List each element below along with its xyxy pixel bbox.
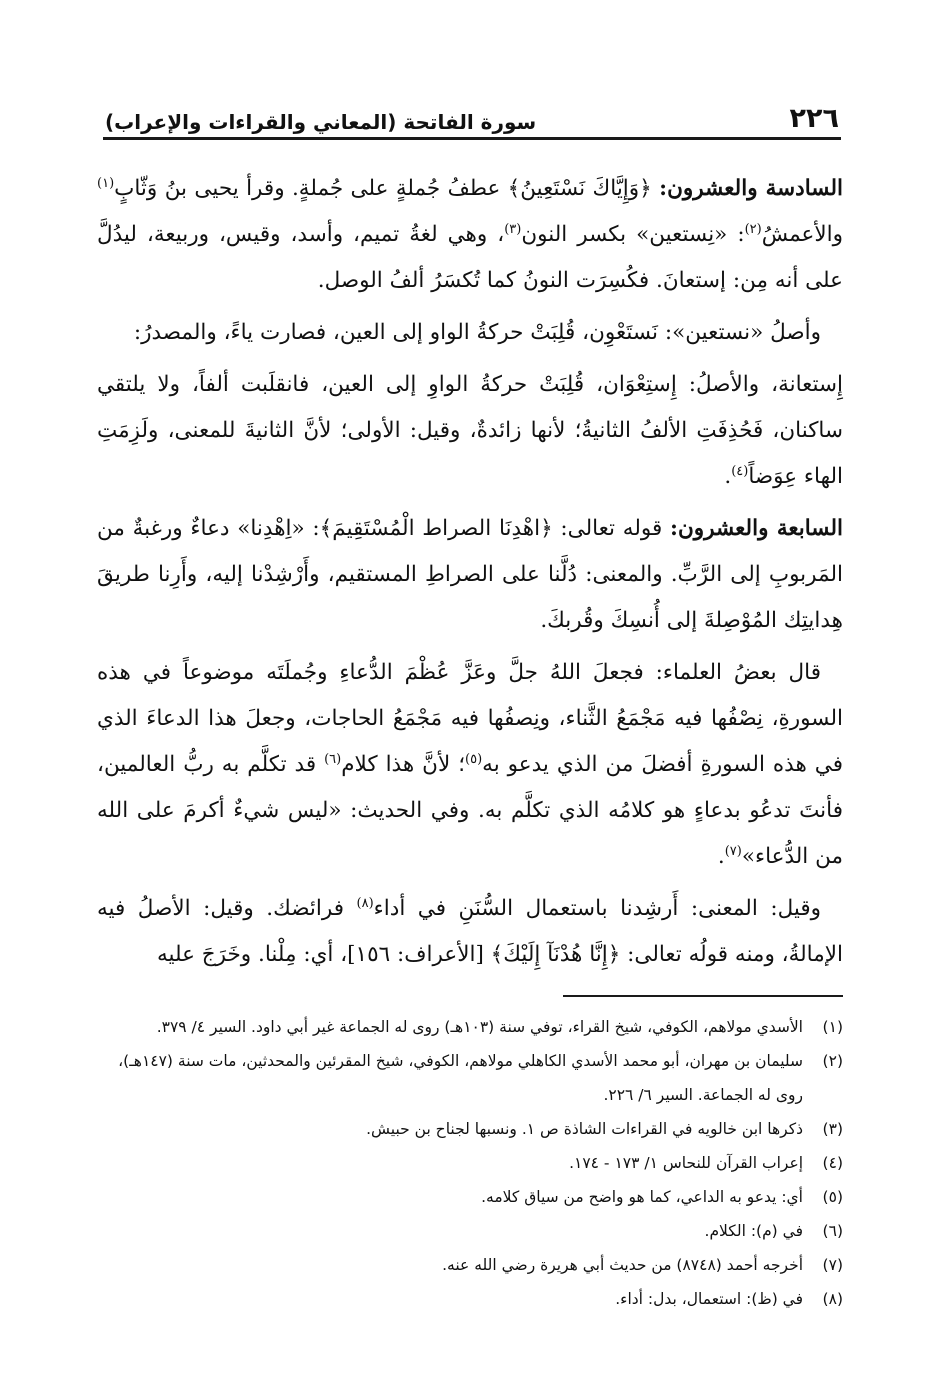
paragraph-text: ، وهي لغةُ تميم، وأسد، وقيس، وربيعة، ليدُلَّ على أنه مِن: إستعانَ. فكُسِرَت النونُ كما تُكسَرُ ألفُ الوصل. [97, 222, 843, 293]
paragraph-text: ؛ لأنَّ هذا كلام [341, 752, 466, 777]
footnote-ref: (٦) [324, 751, 342, 767]
footnotes [97, 1010, 843, 1316]
running-title: سورة الفاتحة (المعاني والقراءات والإعراب) [105, 110, 537, 134]
paragraph-text: وقيل: المعنى: أَرشِدنا باستعمال السُّنَنِ في أداء [373, 896, 821, 921]
paragraph-masdar [97, 362, 843, 500]
footnote-ref: (٥) [465, 751, 483, 767]
paragraph-text: قد تكلَّم به ربُّ العالمين، فأنتَ تدعُو بدعاءٍ هو كلامُه الذي تكلَّم به. وفي الحديث: «ليس شيءٌ أكرمَ على الله من الدُّعاء» [97, 752, 843, 869]
footnote-ref: (٧) [724, 843, 742, 859]
paragraph-text: : «نِستعين» بكسر النون [521, 222, 745, 247]
paragraph-text: . [724, 464, 732, 489]
footnote-3 [97, 1112, 843, 1146]
paragraph-scholars [97, 650, 843, 880]
footnote-4 [97, 1146, 843, 1180]
paragraph-text: قال بعضُ العلماء: فجعلَ اللهُ جلَّ وعَزَّ عُظْمَ الدُّعاءِ وجُملَتَه موضوعاً في هذه السورةِ، نِصْفُها فيه مَجْمَعُ الثَّناء، ونِصفُها فيه مَجْمَعُ الحاجات، وجعلَ هذا الدعاءَ الذي في هذه السورةِ أفضلَ من الذي يدعو به [97, 660, 843, 777]
paragraph-text: فرائضك. وقيل: الأصلُ فيه الإمالةُ، ومنه قولُه تعالى: ﴿إِنَّا هُدْنَآ إِلَيْكَ﴾ [الأعراف: ١٥٦]، أي: مِلْنا. وخَرَجَ عليه [97, 896, 843, 967]
footnote-number: (٨) [822, 1290, 843, 1308]
main-text [97, 166, 843, 984]
footnote-5 [97, 1180, 843, 1214]
footnote-ref: (٢) [744, 221, 762, 237]
footnote-2 [97, 1044, 843, 1112]
paragraph-26th [97, 166, 843, 304]
footnote-1 [97, 1010, 843, 1044]
footnote-text: في (م): الكلام. [704, 1222, 803, 1240]
section-heading: السابعة والعشرون: [670, 516, 843, 541]
footnote-text: ذكرها ابن خالويه في القراءات الشاذة ص ١. ونسبها لجناح بن حبيش. [366, 1120, 803, 1138]
footnote-number: (٧) [822, 1256, 843, 1274]
paragraph-text: إِستعانة، والأصلُ: إِستِعْوَان، قُلِبَتْ حركةُ الواوِ إلى العين، فانقلَبت ألفاً، ولا يلتقي ساكنان، فَحُذِفَتِ الألفُ الثانيةُ؛ لأنها زائدةٌ، وقيل: الأولى؛ لأنَّ الثانيةَ للمعنى، ولَزِمَتِ الهاء عِوَضاً [97, 372, 843, 489]
footnote-text: أخرجه أحمد (٨٧٤٨) من حديث أبي هريرة رضي الله عنه. [442, 1256, 803, 1274]
paragraph-text: . [717, 844, 725, 869]
paragraph-text: ﴿وَإِيَّاكَ نَسْتَعِينُ﴾ عطفُ جُملةٍ على جُملةٍ. وقرأ يحيى بنُ وَثّابٍ [114, 176, 660, 201]
footnote-ref: (٤) [731, 463, 749, 479]
paragraph-meaning [97, 886, 843, 978]
footnote-text: إعراب القرآن للنحاس ١/ ١٧٣ - ١٧٤. [569, 1154, 803, 1172]
footnote-text: الأسدي مولاهم، الكوفي، شيخ القراء، توفي سنة (١٠٣هـ) روى له الجماعة غير أبي داود. السير ٤/ ٣٧٩. [156, 1018, 803, 1036]
footnote-number: (٣) [822, 1120, 843, 1138]
footnote-number: (٤) [822, 1154, 843, 1172]
page-number: ٢٢٦ [789, 103, 839, 134]
footnote-number: (١) [822, 1018, 843, 1036]
paragraph-origin [97, 310, 843, 356]
footnote-number: (٥) [822, 1188, 843, 1206]
footnote-text: أي: يدعو به الداعي، كما هو واضح من سياق كلامه. [481, 1188, 803, 1206]
paragraph-text: قوله تعالى: ﴿اهْدِنَا الصراط الْمُسْتَقِيمَ﴾: «اِهْدِنا» دعاءٌ ورغبةٌ من المَربوبِ إلى الرَّبِّ. والمعنى: دُلَّنا على الصراطِ المستقيم، وأَرْشِدْنا إليه، وأَرِنا طريقَ هِدايتِك المُوْصِلةَ إلى أُنسِكَ وقُربكَ. [97, 516, 843, 633]
footnote-ref: (٨) [356, 895, 374, 911]
paragraph-27th [97, 506, 843, 644]
footnote-6 [97, 1214, 843, 1248]
section-heading: السادسة والعشرون: [659, 176, 843, 201]
footnote-ref: (٣) [504, 221, 522, 237]
footnote-number: (٦) [822, 1222, 843, 1240]
running-header [105, 92, 839, 132]
paragraph-text: والأعمشُ [761, 222, 843, 247]
footnote-text: سليمان بن مهران، أبو محمد الأسدي الكاهلي مولاهم، الكوفي، شيخ المقرئين والمحدثين، مات سنة (١٤٧هـ)، روى له الجماعة. السير ٦/ ٢٢٦. [118, 1052, 803, 1104]
footnote-number: (٢) [822, 1052, 843, 1070]
footnote-text: في (ظ): استعمال، بدل: أداء. [615, 1290, 803, 1308]
footnote-ref: (١) [97, 175, 115, 191]
footnote-rule [563, 995, 843, 997]
footnote-8 [97, 1282, 843, 1316]
header-rule [103, 137, 841, 140]
paragraph-text: وأصلُ «نستعين»: نَستَعْوِن، قُلِبَتْ حركةُ الواو إلى العين، فصارت ياءً، والمصدرُ: [133, 320, 821, 345]
footnote-7 [97, 1248, 843, 1282]
